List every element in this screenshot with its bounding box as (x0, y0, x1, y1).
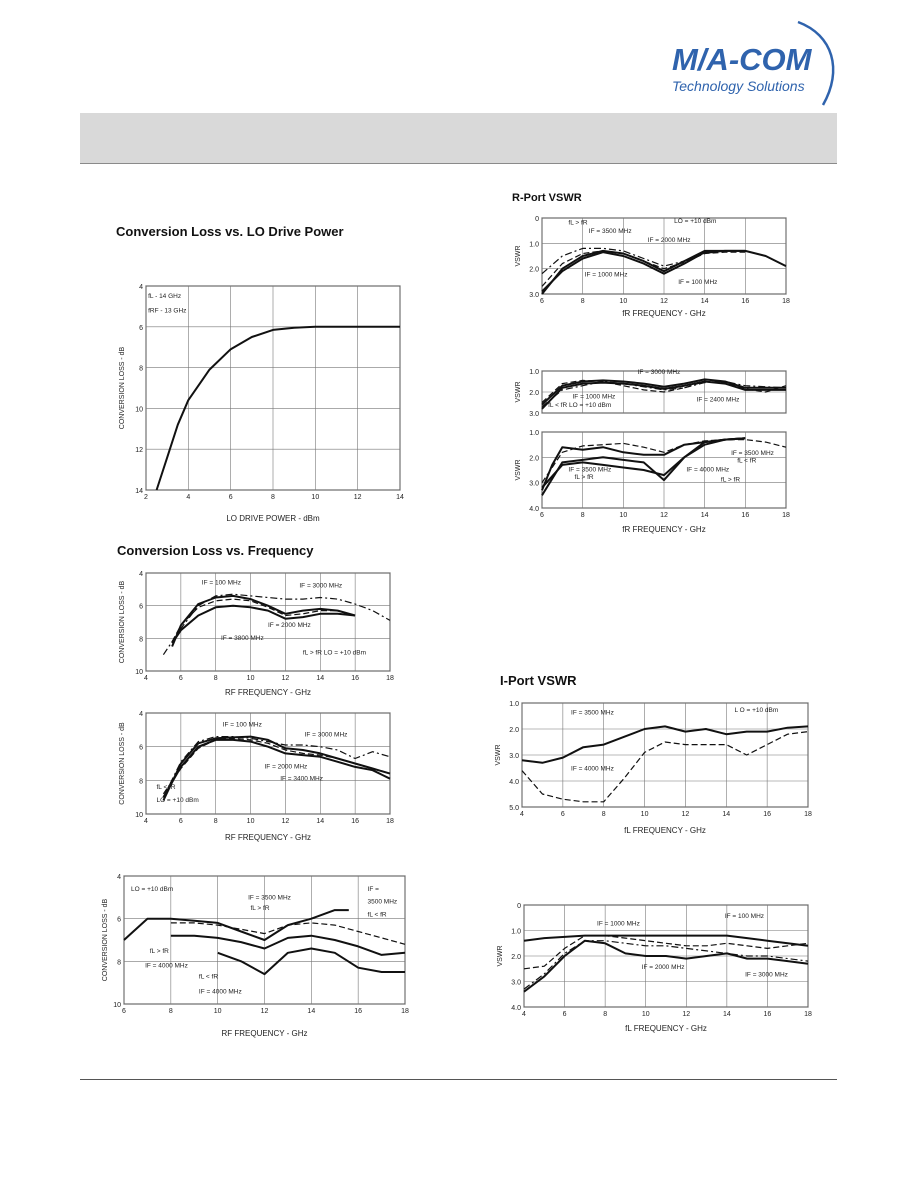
x-tick-label: 14 (396, 494, 404, 501)
x-axis-label: RF FREQUENCY - GHz (224, 688, 312, 697)
x-tick-label: 16 (741, 512, 750, 519)
annotation-label: LO = +10 dBm (674, 218, 717, 226)
x-tick-label: 8 (168, 1008, 173, 1015)
annotation-label: IF = 3500 MHz (571, 709, 614, 717)
x-tick-label: 2 (144, 494, 148, 501)
x-tick-label: 4 (522, 1011, 526, 1018)
x-tick-label: 10 (246, 675, 255, 682)
x-tick-label: 8 (580, 512, 585, 519)
x-tick-label: 4 (186, 494, 191, 501)
x-tick-label: 14 (722, 811, 731, 818)
annotation-label: fL < fR (198, 973, 219, 981)
annotation-label: IF = 2000 MHz (264, 763, 308, 771)
annotation-label: fRF - 13 GHz (148, 307, 187, 315)
annotation-label: IF = 1000 MHz (584, 271, 628, 279)
macom-logo (648, 10, 848, 110)
x-tick-label: 14 (307, 1008, 316, 1015)
annotation-label: fL < fR (737, 457, 757, 465)
y-tick-label: 3.0 (529, 292, 539, 299)
annotation-label: IF = 100 MHz (678, 278, 718, 286)
y-axis-label: CONVERSION LOSS - dB (119, 580, 126, 664)
y-tick-label: 4 (139, 711, 143, 718)
annotation-label: IF = 3800 MHz (220, 634, 264, 642)
annotation-label: IF = 100 MHz (222, 721, 262, 729)
y-tick-label: 1.0 (529, 369, 539, 376)
x-tick-label: 6 (540, 512, 544, 519)
annotation-label: IF = 3500 MHz (248, 894, 291, 902)
x-tick-label: 12 (281, 675, 290, 682)
annotation-label: IF = 4000 MHz (145, 962, 188, 970)
annotation-label: IF = 3000 MHz (745, 971, 788, 979)
y-tick-label: 2.0 (509, 727, 519, 734)
x-tick-label: 18 (804, 811, 812, 818)
x-tick-label: 12 (682, 1011, 691, 1018)
y-axis-label: VSWR (497, 945, 504, 967)
y-tick-label: 4.0 (529, 506, 539, 513)
title-cl-lo: Conversion Loss vs. LO Drive Power (116, 224, 344, 239)
x-tick-label: 6 (122, 1008, 126, 1015)
x-tick-label: 6 (178, 675, 183, 682)
y-axis-label: VSWR (495, 744, 502, 766)
x-tick-label: 4 (520, 811, 524, 818)
annotation-label: IF = 2000 MHz (641, 963, 685, 971)
annotation-label: fL > fR (149, 947, 169, 955)
y-tick-label: 3.0 (511, 979, 521, 987)
x-tick-label: 6 (560, 811, 565, 818)
y-tick-label: 10 (135, 812, 143, 819)
y-tick-label: 4 (139, 284, 143, 291)
x-tick-label: 14 (722, 1011, 731, 1018)
x-tick-label: 8 (213, 818, 218, 825)
chart-i-vswr-1 (486, 697, 816, 835)
chart-cl-vs-freq-3 (98, 868, 413, 1038)
series-line-1 (524, 936, 808, 946)
x-tick-label: 16 (763, 811, 772, 818)
y-tick-label: 10 (135, 406, 143, 414)
x-axis-label: RF FREQUENCY - GHz (221, 1029, 308, 1038)
x-tick-label: 8 (603, 1011, 608, 1018)
y-tick-label: 6 (139, 744, 143, 752)
annotation-label: fL > fR (720, 476, 741, 484)
chart-cl-vs-freq-2 (108, 707, 398, 842)
annotation-label: fL - 14 GHz (148, 293, 182, 301)
x-tick-label: 10 (246, 818, 255, 825)
y-axis-label: VSWR (515, 245, 522, 267)
annotation-label: fL > fR (250, 905, 270, 913)
x-tick-label: 4 (144, 818, 148, 825)
annotation-label: IF = 3000 MHz (299, 582, 343, 590)
x-axis-label: RF FREQUENCY - GHz (224, 833, 312, 842)
footer-rule (80, 1079, 837, 1080)
x-tick-label: 12 (260, 1008, 269, 1015)
annotation-label: LO = +10 dBm (131, 885, 174, 893)
y-axis-label: CONVERSION LOSS - dB (102, 898, 109, 982)
annotation-label: IF = 4000 MHz (571, 765, 614, 773)
y-tick-label: 4.0 (509, 779, 519, 786)
x-axis-label: fL FREQUENCY - GHz (625, 1024, 707, 1033)
annotation-label: IF = 3400 MHz (280, 775, 324, 783)
y-axis-label: VSWR (515, 459, 522, 481)
y-tick-label: 12 (135, 447, 143, 455)
x-tick-label: 6 (228, 494, 233, 501)
annotation-label: IF = 3500 MHz (588, 228, 632, 236)
header-band (80, 113, 837, 164)
title-cl-freq: Conversion Loss vs. Frequency (117, 543, 314, 558)
annotation-label: IF = 2000 MHz (647, 237, 691, 245)
y-tick-label: 8 (139, 365, 143, 373)
x-tick-label: 12 (660, 298, 668, 305)
annotation-label: 3500 MHz (367, 898, 398, 906)
x-tick-label: 14 (316, 818, 325, 825)
chart-cl-vs-freq-1 (108, 567, 398, 697)
y-tick-label: 2.0 (529, 266, 539, 274)
y-tick-label: 2.0 (529, 455, 539, 463)
y-tick-label: 8 (139, 778, 143, 786)
annotation-label: fL < fR (367, 911, 387, 919)
chart-cl-vs-lo-power (100, 278, 410, 523)
y-tick-label: 4.0 (511, 1005, 521, 1012)
x-tick-label: 12 (660, 512, 668, 519)
y-tick-label: 4 (117, 874, 121, 881)
y-tick-label: 6 (117, 916, 121, 924)
chart-i-vswr-2 (486, 899, 816, 1033)
x-tick-label: 6 (562, 1011, 567, 1018)
y-tick-label: 2.0 (511, 954, 521, 961)
x-tick-label: 4 (144, 675, 148, 682)
annotation-label: IF = 3000 MHz (304, 731, 348, 739)
y-tick-label: 10 (113, 1002, 121, 1009)
x-tick-label: 18 (401, 1008, 409, 1015)
x-tick-label: 14 (316, 675, 325, 682)
series-line-1 (522, 726, 808, 762)
y-tick-label: 2.0 (529, 390, 539, 397)
x-axis-label: fL FREQUENCY - GHz (624, 826, 706, 835)
x-tick-label: 8 (601, 811, 606, 818)
title-i-vswr: I-Port VSWR (500, 673, 577, 688)
y-tick-label: 0 (535, 216, 539, 223)
x-tick-label: 16 (351, 818, 360, 825)
x-tick-label: 10 (641, 1011, 650, 1018)
x-tick-label: 10 (213, 1008, 222, 1015)
x-tick-label: 10 (311, 494, 320, 501)
annotation-label: IF = 4000 MHz (686, 466, 730, 474)
y-tick-label: 0 (517, 903, 521, 910)
x-tick-label: 18 (782, 512, 790, 519)
x-tick-label: 6 (178, 818, 183, 825)
y-tick-label: 1.0 (509, 701, 519, 708)
annotation-label: fL < fR (156, 783, 176, 791)
annotation-label: IF = 100 MHz (201, 579, 241, 587)
annotation-label: fL > fR (568, 219, 588, 227)
y-tick-label: 1.0 (529, 241, 539, 249)
annotation-label: IF = 3500 MHz (731, 449, 774, 457)
x-tick-label: 16 (741, 298, 750, 305)
annotation-label: IF = 3000 MHz (637, 369, 681, 377)
x-tick-label: 18 (386, 818, 394, 825)
y-axis-label: VSWR (515, 381, 522, 403)
x-tick-label: 10 (619, 512, 628, 519)
y-tick-label: 6 (139, 603, 143, 611)
x-tick-label: 18 (782, 298, 790, 305)
series-line-2 (522, 732, 808, 802)
annotation-label: IF = 1000 MHz (597, 920, 640, 928)
y-axis-label: CONVERSION LOSS - dB (119, 346, 126, 430)
x-tick-label: 18 (804, 1011, 812, 1018)
x-tick-label: 6 (540, 298, 544, 305)
y-tick-label: 3.0 (529, 411, 539, 418)
chart-r-vswr-1 (504, 214, 794, 318)
annotation-label: fL > fR LO = +10 dBm (302, 649, 367, 657)
chart-r-vswr-2 (504, 367, 794, 417)
y-axis-label: CONVERSION LOSS - dB (119, 722, 126, 805)
y-tick-label: 14 (135, 488, 143, 495)
logo-wordmark: M/A-COM (672, 42, 812, 77)
y-tick-label: 6 (139, 324, 143, 332)
y-tick-label: 3.0 (529, 480, 539, 488)
title-r-vswr: R-Port VSWR (512, 192, 582, 204)
annotation-label: IF = 100 MHz (724, 912, 765, 920)
x-tick-label: 12 (281, 818, 290, 825)
y-tick-label: 8 (139, 636, 143, 644)
y-tick-label: 3.0 (509, 753, 519, 760)
x-axis-label: LO DRIVE POWER - dBm (226, 514, 320, 523)
x-tick-label: 16 (354, 1008, 363, 1015)
x-tick-label: 8 (213, 675, 218, 682)
annotation-label: IF = 4000 MHz (198, 988, 242, 996)
annotation-label: L O = +10 dBm (734, 707, 779, 715)
x-tick-label: 14 (700, 298, 709, 305)
x-tick-label: 12 (353, 494, 362, 501)
y-tick-label: 10 (135, 669, 143, 676)
x-tick-label: 8 (271, 494, 275, 501)
chart-r-vswr-3 (504, 428, 794, 534)
x-axis-label: fR FREQUENCY - GHz (622, 525, 706, 534)
x-tick-label: 10 (640, 811, 649, 818)
x-tick-label: 18 (386, 675, 394, 682)
x-tick-label: 14 (700, 512, 709, 519)
x-tick-label: 8 (580, 298, 585, 305)
logo-tagline: Technology Solutions (672, 78, 805, 94)
y-tick-label: 1.0 (511, 928, 521, 936)
annotation-label: IF = 1000 MHz (572, 393, 616, 401)
x-tick-label: 16 (763, 1011, 772, 1018)
x-tick-label: 12 (681, 811, 690, 818)
annotation-label: fL < fR LO = +10 dBm (548, 402, 612, 410)
annotation-label: LO = +10 dBm (156, 797, 199, 805)
y-tick-label: 8 (117, 959, 121, 967)
y-tick-label: 4 (139, 571, 143, 578)
x-axis-label: fR FREQUENCY - GHz (622, 309, 706, 318)
annotation-label: IF = 3500 MHz (568, 466, 612, 474)
y-tick-label: 5.0 (509, 805, 519, 812)
annotation-label: IF = (367, 885, 379, 893)
x-tick-label: 16 (351, 675, 360, 682)
annotation-label: fL > fR (574, 473, 594, 481)
annotation-label: IF = 2000 MHz (268, 621, 311, 629)
y-tick-label: 1.0 (529, 430, 539, 437)
annotation-label: IF = 2400 MHz (696, 396, 740, 404)
x-tick-label: 10 (619, 298, 628, 305)
